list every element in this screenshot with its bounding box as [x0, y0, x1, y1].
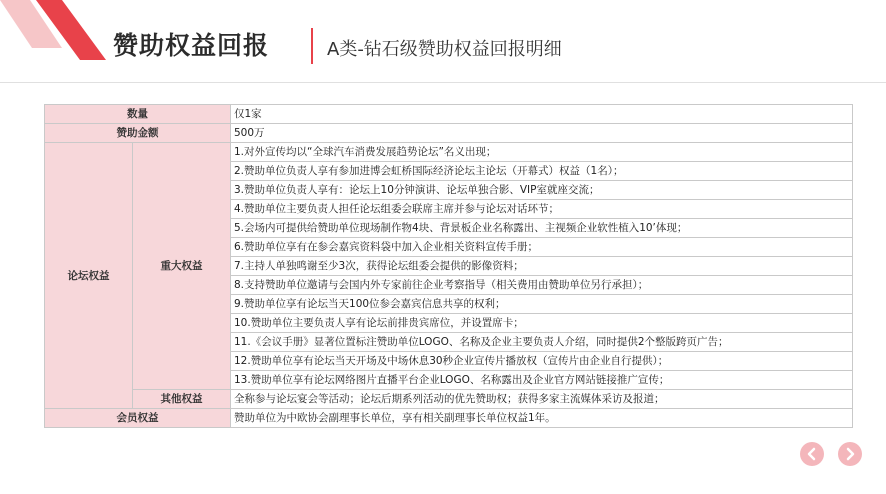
major-benefit-item: 10.赞助单位主要负责人享有论坛前排贵宾席位，并设置席卡；	[231, 314, 853, 333]
page-title: 赞助权益回报	[113, 31, 270, 60]
amount-label: 赞助金额	[45, 124, 231, 143]
major-benefit-item: 2.赞助单位负责人享有参加进博会虹桥国际经济论坛主论坛（开幕式）权益（1名）；	[231, 162, 853, 181]
quantity-label: 数量	[45, 105, 231, 124]
next-slide-button[interactable]	[838, 442, 862, 466]
major-benefit-item: 11.《会议手册》显著位置标注赞助单位LOGO、名称及企业主要负责人介绍，同时提供2个整版跨页广告；	[231, 333, 853, 352]
table-row	[45, 124, 853, 143]
table-row	[45, 105, 853, 124]
forum-benefits-label: 论坛权益	[45, 143, 133, 409]
table-row	[45, 409, 853, 428]
title-separator	[311, 28, 313, 64]
header-divider	[0, 82, 886, 83]
quantity-value: 仅1家	[231, 105, 853, 124]
major-benefits-label: 重大权益	[133, 143, 231, 390]
table-row	[45, 143, 853, 162]
major-benefit-item: 6.赞助单位享有在参会嘉宾资料袋中加入企业相关资料宣传手册；	[231, 238, 853, 257]
table-row	[45, 390, 853, 409]
major-benefit-item: 13.赞助单位享有论坛网络图片直播平台企业LOGO、名称露出及企业官方网站链接推广宣传；	[231, 371, 853, 390]
benefits-table	[44, 104, 853, 428]
chevron-right-icon	[838, 442, 862, 466]
prev-slide-button[interactable]	[800, 442, 824, 466]
member-benefits-value: 赞助单位为中欧协会副理事长单位，享有相关副理事长单位权益1年。	[231, 409, 853, 428]
amount-value: 500万	[231, 124, 853, 143]
major-benefit-item: 7.主持人单独鸣谢至少3次，获得论坛组委会提供的影像资料；	[231, 257, 853, 276]
major-benefit-item: 8.支持赞助单位邀请与会国内外专家前往企业考察指导（相关费用由赞助单位另行承担）；	[231, 276, 853, 295]
other-benefits-value: 全称参与论坛宴会等活动；论坛后期系列活动的优先赞助权；获得多家主流媒体采访及报道；	[231, 390, 853, 409]
other-benefits-label: 其他权益	[133, 390, 231, 409]
major-benefit-item: 4.赞助单位主要负责人担任论坛组委会联席主席并参与论坛对话环节；	[231, 200, 853, 219]
major-benefit-item: 9.赞助单位享有论坛当天100位参会嘉宾信息共享的权利；	[231, 295, 853, 314]
member-benefits-label: 会员权益	[45, 409, 231, 428]
major-benefit-item: 1.对外宣传均以“全球汽车消费发展趋势论坛”名义出现；	[231, 143, 853, 162]
major-benefit-item: 12.赞助单位享有论坛当天开场及中场休息30秒企业宣传片播放权（宣传片由企业自行提供）；	[231, 352, 853, 371]
chevron-left-icon	[800, 442, 824, 466]
page-subtitle: A类-钻石级赞助权益回报明细	[327, 39, 562, 60]
major-benefit-item: 3.赞助单位负责人享有：论坛上10分钟演讲、论坛单独合影、VIP室就座交流；	[231, 181, 853, 200]
major-benefit-item: 5.会场内可提供给赞助单位现场制作物4块、背景板企业名称露出、主视频企业软性植入10’体现；	[231, 219, 853, 238]
